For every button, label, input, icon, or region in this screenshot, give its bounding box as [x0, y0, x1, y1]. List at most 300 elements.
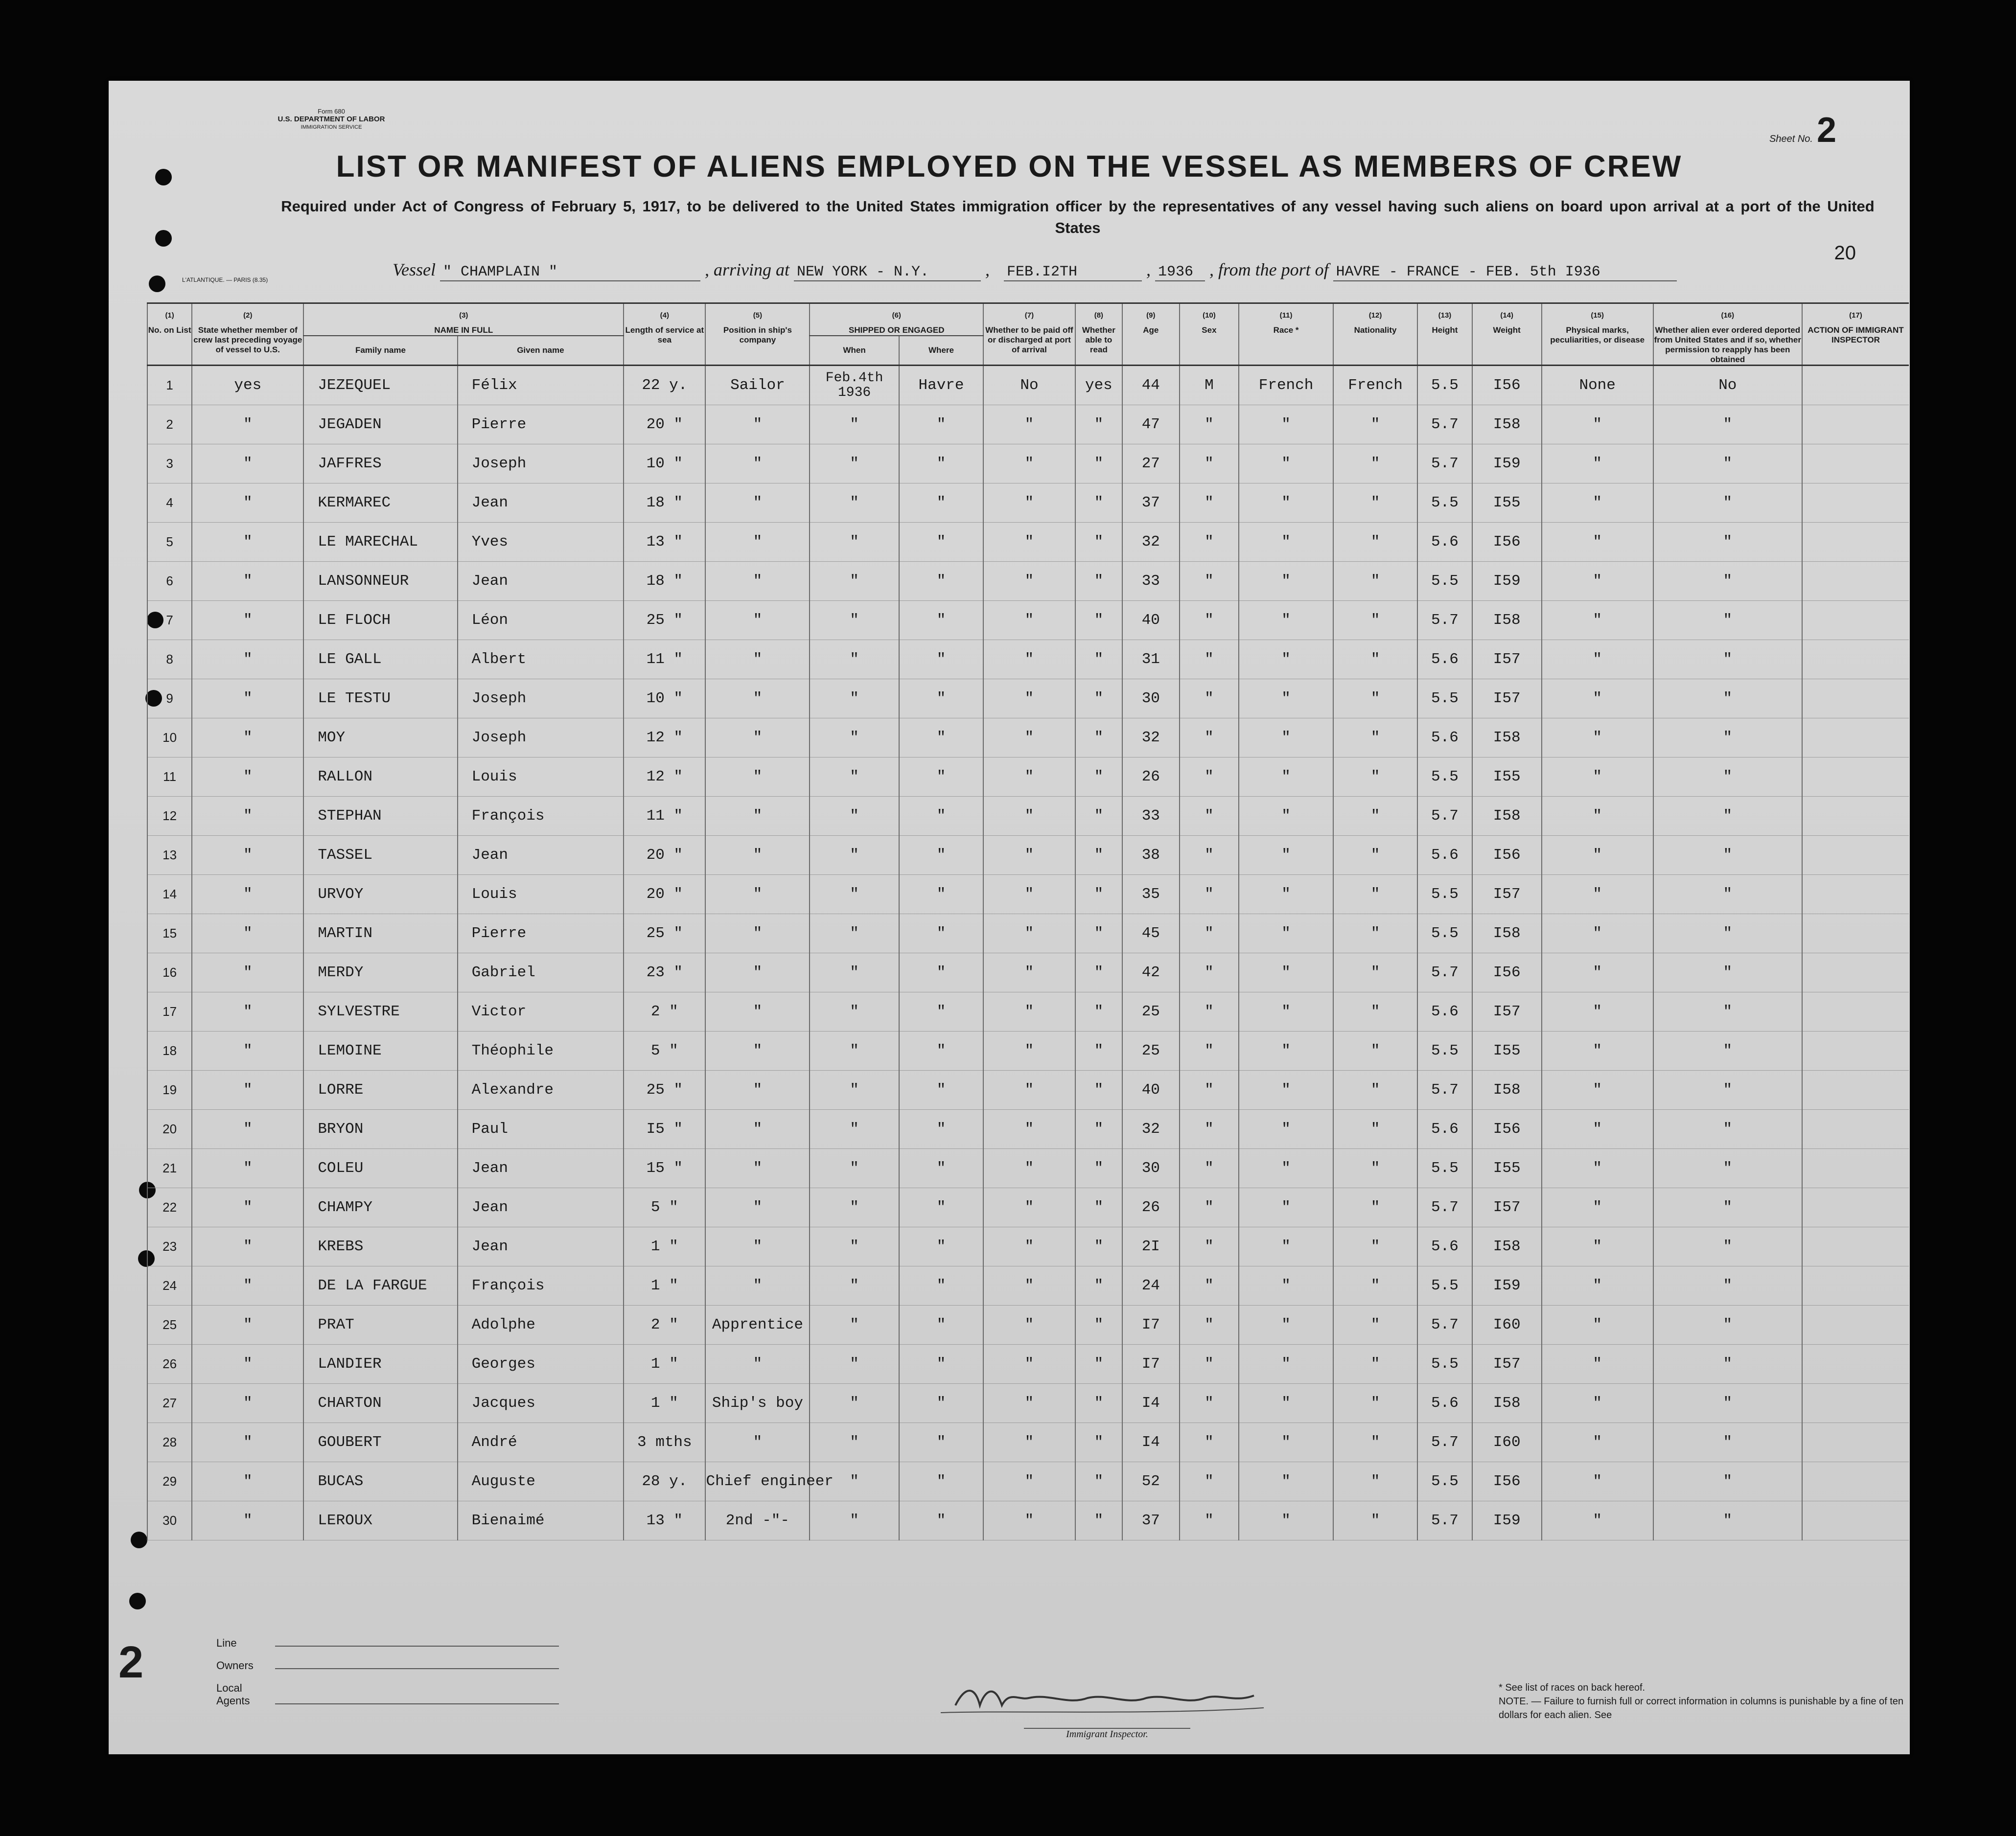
physical-marks-cell: " [1542, 1032, 1653, 1071]
able-to-read-cell: " [1075, 1423, 1122, 1462]
service-length-cell: 1 " [624, 1384, 705, 1423]
nationality-cell: " [1333, 1306, 1417, 1345]
able-to-read-cell: " [1075, 483, 1122, 523]
physical-marks-cell: " [1542, 1345, 1653, 1384]
manifest-sheet [109, 81, 1910, 1754]
given-name-cell: Jean [458, 562, 624, 601]
row-number-cell: 27 [147, 1384, 192, 1423]
deported-status-cell: " [1653, 562, 1802, 601]
table-row [147, 483, 1909, 523]
family-name-cell: LE GALL [303, 640, 457, 679]
deported-status-cell: " [1653, 523, 1802, 562]
nationality-cell: " [1333, 1501, 1417, 1540]
service-length-cell: 20 " [624, 836, 705, 875]
inspector-action-cell [1802, 679, 1909, 718]
age-cell: I4 [1122, 1384, 1180, 1423]
shipped-where-cell: " [899, 1384, 983, 1423]
age-cell: 35 [1122, 875, 1180, 914]
age-cell: 37 [1122, 483, 1180, 523]
weight-cell: I58 [1472, 1384, 1542, 1423]
able-to-read-cell: " [1075, 1032, 1122, 1071]
sex-cell: " [1180, 718, 1239, 757]
row-number-cell: 22 [147, 1188, 192, 1227]
inspector-signature-block [862, 1671, 1352, 1740]
row-number-cell: 3 [147, 444, 192, 483]
row-number-cell: 20 [147, 1110, 192, 1149]
punch-hole [129, 1593, 146, 1609]
crew-status-cell: yes [192, 366, 303, 405]
nationality-cell: " [1333, 914, 1417, 953]
given-name-cell: Louis [458, 875, 624, 914]
able-to-read-cell: " [1075, 836, 1122, 875]
shipped-where-cell: " [899, 914, 983, 953]
given-name-cell: Albert [458, 640, 624, 679]
shipped-when-cell: " [810, 405, 899, 444]
sex-cell: " [1180, 1423, 1239, 1462]
paid-off-cell: " [983, 601, 1075, 640]
table-row [147, 1384, 1909, 1423]
given-name-cell: Jean [458, 1188, 624, 1227]
shipped-where-cell: " [899, 875, 983, 914]
family-name-cell: LEMOINE [303, 1032, 457, 1071]
crew-status-cell: " [192, 1306, 303, 1345]
sex-cell: M [1180, 366, 1239, 405]
sex-cell: " [1180, 1501, 1239, 1540]
given-name-cell: André [458, 1423, 624, 1462]
age-cell: 26 [1122, 757, 1180, 797]
able-to-read-cell: " [1075, 1501, 1122, 1540]
nationality-cell: " [1333, 1227, 1417, 1266]
col-shipped-header: (6) SHIPPED OR ENGAGED [810, 303, 983, 336]
table-row [147, 640, 1909, 679]
paid-off-cell: " [983, 562, 1075, 601]
race-cell: " [1239, 757, 1333, 797]
nationality-cell: " [1333, 562, 1417, 601]
sex-cell: " [1180, 1188, 1239, 1227]
shipped-when-cell: " [810, 836, 899, 875]
weight-cell: I58 [1472, 1227, 1542, 1266]
deported-status-cell: " [1653, 1501, 1802, 1540]
paid-off-cell: " [983, 1306, 1075, 1345]
physical-marks-cell: " [1542, 875, 1653, 914]
family-name-cell: COLEU [303, 1149, 457, 1188]
given-name-cell: Jacques [458, 1384, 624, 1423]
sex-cell: " [1180, 1306, 1239, 1345]
given-name-cell: Joseph [458, 718, 624, 757]
shipped-where-cell: " [899, 483, 983, 523]
shipped-when-cell: " [810, 1306, 899, 1345]
age-cell: I7 [1122, 1345, 1180, 1384]
crew-status-cell: " [192, 601, 303, 640]
col-action-header: (17) ACTION OF IMMIGRANT INSPECTOR [1802, 303, 1909, 366]
race-cell: " [1239, 444, 1333, 483]
race-cell: " [1239, 562, 1333, 601]
weight-cell: I57 [1472, 875, 1542, 914]
table-row [147, 1501, 1909, 1540]
crew-status-cell: " [192, 444, 303, 483]
physical-marks-cell: " [1542, 836, 1653, 875]
height-cell: 5.7 [1417, 1423, 1472, 1462]
age-cell: 27 [1122, 444, 1180, 483]
nationality-cell: " [1333, 405, 1417, 444]
row-number-cell: 1 [147, 366, 192, 405]
nationality-cell: " [1333, 1423, 1417, 1462]
crew-status-cell: " [192, 523, 303, 562]
deported-status-cell: " [1653, 483, 1802, 523]
race-cell: " [1239, 1501, 1333, 1540]
row-number-cell: 30 [147, 1501, 192, 1540]
race-cell: " [1239, 1032, 1333, 1071]
shipped-when-cell: " [810, 1423, 899, 1462]
family-name-cell: LE FLOCH [303, 601, 457, 640]
sex-cell: " [1180, 1071, 1239, 1110]
service-length-cell: 15 " [624, 1149, 705, 1188]
shipped-when-cell: " [810, 444, 899, 483]
age-cell: 33 [1122, 562, 1180, 601]
crew-status-cell: " [192, 836, 303, 875]
race-cell: " [1239, 992, 1333, 1032]
table-row [147, 1345, 1909, 1384]
shipped-where-cell: " [899, 562, 983, 601]
weight-cell: I56 [1472, 366, 1542, 405]
table-row [147, 836, 1909, 875]
table-row [147, 1149, 1909, 1188]
shipped-where-cell: " [899, 757, 983, 797]
given-name-cell: Adolphe [458, 1306, 624, 1345]
col-height-header: (13) Height [1417, 303, 1472, 366]
service-length-cell: 23 " [624, 953, 705, 992]
physical-marks-cell: " [1542, 1423, 1653, 1462]
row-number-cell: 18 [147, 1032, 192, 1071]
inspector-action-cell [1802, 1501, 1909, 1540]
ship-position-cell: Apprentice [705, 1306, 810, 1345]
page-title: LIST OR MANIFEST OF ALIENS EMPLOYED ON THE VESSEL AS MEMBERS OF CREW [336, 150, 1683, 184]
ship-position-cell: " [705, 718, 810, 757]
ship-position-cell: " [705, 523, 810, 562]
paid-off-cell: " [983, 1188, 1075, 1227]
family-name-cell: STEPHAN [303, 797, 457, 836]
service-length-cell: 11 " [624, 797, 705, 836]
sex-cell: " [1180, 679, 1239, 718]
height-cell: 5.5 [1417, 679, 1472, 718]
row-number-cell: 8 [147, 640, 192, 679]
deported-status-cell: " [1653, 1227, 1802, 1266]
ship-position-cell: " [705, 836, 810, 875]
weight-cell: I56 [1472, 523, 1542, 562]
weight-cell: I56 [1472, 1110, 1542, 1149]
deported-status-cell: " [1653, 757, 1802, 797]
crew-status-cell: " [192, 1188, 303, 1227]
deported-status-cell: " [1653, 953, 1802, 992]
age-cell: 32 [1122, 718, 1180, 757]
height-cell: 5.7 [1417, 1306, 1472, 1345]
race-cell: " [1239, 640, 1333, 679]
height-cell: 5.5 [1417, 1149, 1472, 1188]
given-name-cell: Léon [458, 601, 624, 640]
given-name-cell: Auguste [458, 1462, 624, 1501]
shipped-when-cell: " [810, 718, 899, 757]
physical-marks-cell: " [1542, 1306, 1653, 1345]
physical-marks-cell: " [1542, 640, 1653, 679]
height-cell: 5.6 [1417, 718, 1472, 757]
given-name-cell: François [458, 797, 624, 836]
physical-marks-cell: " [1542, 523, 1653, 562]
shipped-where-cell: " [899, 1345, 983, 1384]
shipped-when-cell: Feb.4th 1936 [810, 366, 899, 405]
height-cell: 5.5 [1417, 562, 1472, 601]
row-number-cell: 9 [147, 679, 192, 718]
shipped-when-cell: " [810, 1501, 899, 1540]
age-cell: 40 [1122, 601, 1180, 640]
shipped-where-cell: " [899, 797, 983, 836]
service-length-cell: 25 " [624, 914, 705, 953]
row-number-cell: 10 [147, 718, 192, 757]
physical-marks-cell: " [1542, 914, 1653, 953]
nationality-cell: " [1333, 1032, 1417, 1071]
able-to-read-cell: " [1075, 640, 1122, 679]
ship-position-cell: " [705, 562, 810, 601]
age-cell: 26 [1122, 1188, 1180, 1227]
sex-cell: " [1180, 405, 1239, 444]
sex-cell: " [1180, 601, 1239, 640]
shipped-when-cell: " [810, 992, 899, 1032]
nationality-cell: " [1333, 757, 1417, 797]
deported-status-cell: " [1653, 1149, 1802, 1188]
inspector-action-cell [1802, 1227, 1909, 1266]
able-to-read-cell: " [1075, 523, 1122, 562]
inspector-action-cell [1802, 1306, 1909, 1345]
crew-status-cell: " [192, 405, 303, 444]
given-name-cell: Joseph [458, 444, 624, 483]
given-name-cell: François [458, 1266, 624, 1306]
inspector-action-cell [1802, 366, 1909, 405]
family-name-cell: JAFFRES [303, 444, 457, 483]
table-row [147, 1423, 1909, 1462]
shipped-when-cell: " [810, 953, 899, 992]
punch-hole [131, 1532, 147, 1548]
inspector-action-cell [1802, 405, 1909, 444]
nationality-cell: " [1333, 1110, 1417, 1149]
inspector-action-cell [1802, 1266, 1909, 1306]
deported-status-cell: " [1653, 601, 1802, 640]
crew-status-cell: " [192, 483, 303, 523]
shipped-where-cell: " [899, 1149, 983, 1188]
row-number-cell: 29 [147, 1462, 192, 1501]
age-cell: I4 [1122, 1423, 1180, 1462]
able-to-read-cell: " [1075, 1149, 1122, 1188]
deported-status-cell: " [1653, 640, 1802, 679]
ship-position-cell: " [705, 444, 810, 483]
ship-position-cell: " [705, 405, 810, 444]
paid-off-cell: " [983, 718, 1075, 757]
table-row [147, 1227, 1909, 1266]
physical-marks-cell: None [1542, 366, 1653, 405]
given-name-cell: Joseph [458, 679, 624, 718]
row-number-cell: 21 [147, 1149, 192, 1188]
crew-status-cell: " [192, 1501, 303, 1540]
family-name-cell: MARTIN [303, 914, 457, 953]
weight-cell: I57 [1472, 679, 1542, 718]
weight-cell: I57 [1472, 1188, 1542, 1227]
form-number: Form 680 [318, 108, 345, 115]
shipped-where-cell: " [899, 1423, 983, 1462]
age-cell: 38 [1122, 836, 1180, 875]
deported-status-cell: No [1653, 366, 1802, 405]
given-name-cell: Gabriel [458, 953, 624, 992]
paid-off-cell: " [983, 679, 1075, 718]
height-cell: 5.7 [1417, 601, 1472, 640]
physical-marks-cell: " [1542, 562, 1653, 601]
from-port-label: , from the port of [1209, 260, 1329, 279]
col-name-header: (3) NAME IN FULL [303, 303, 624, 336]
voyage-line: Vessel " CHAMPLAIN " , arriving at NEW YORK - N.Y. , FEB.I2TH , 1936 , from the port of HAVRE - FRANCE - FEB. 5th I936 [393, 259, 1677, 281]
race-cell: " [1239, 1188, 1333, 1227]
able-to-read-cell: " [1075, 1462, 1122, 1501]
height-cell: 5.7 [1417, 444, 1472, 483]
shipped-where-cell: " [899, 1266, 983, 1306]
arrival-year: 1936 [1155, 264, 1205, 281]
family-name-cell: URVOY [303, 875, 457, 914]
folio-number: 20 [1834, 242, 1856, 264]
shipped-where-cell: " [899, 640, 983, 679]
nationality-cell: " [1333, 875, 1417, 914]
signature-image [862, 1671, 1352, 1725]
table-row [147, 523, 1909, 562]
height-cell: 5.5 [1417, 1032, 1472, 1071]
crew-table [147, 302, 1909, 1540]
age-cell: 47 [1122, 405, 1180, 444]
ship-position-cell: " [705, 1149, 810, 1188]
race-cell: " [1239, 1345, 1333, 1384]
able-to-read-cell: " [1075, 797, 1122, 836]
ship-position-cell: Sailor [705, 366, 810, 405]
race-cell: " [1239, 718, 1333, 757]
family-name-cell: LEROUX [303, 1501, 457, 1540]
agents-label: Local Agents [216, 1682, 250, 1707]
table-row [147, 1306, 1909, 1345]
race-cell: " [1239, 1306, 1333, 1345]
weight-cell: I59 [1472, 444, 1542, 483]
paid-off-cell: " [983, 914, 1075, 953]
shipped-when-cell: " [810, 1032, 899, 1071]
inspector-action-cell [1802, 1071, 1909, 1110]
given-name-cell: Jean [458, 1227, 624, 1266]
height-cell: 5.6 [1417, 1384, 1472, 1423]
deported-status-cell: " [1653, 797, 1802, 836]
table-row [147, 562, 1909, 601]
nationality-cell: " [1333, 1188, 1417, 1227]
given-name-cell: Pierre [458, 405, 624, 444]
agents-row [138, 1682, 559, 1707]
service-length-cell: 2 " [624, 992, 705, 1032]
family-name-cell: SYLVESTRE [303, 992, 457, 1032]
height-cell: 5.6 [1417, 836, 1472, 875]
age-cell: 32 [1122, 523, 1180, 562]
when-header: When [810, 336, 899, 366]
inspector-action-cell [1802, 562, 1909, 601]
service-length-cell: 13 " [624, 1501, 705, 1540]
shipped-when-cell: " [810, 1345, 899, 1384]
service-length-cell: 1 " [624, 1266, 705, 1306]
weight-cell: I55 [1472, 1032, 1542, 1071]
nationality-cell: " [1333, 1462, 1417, 1501]
ship-position-cell: " [705, 601, 810, 640]
deported-status-cell: " [1653, 1345, 1802, 1384]
race-cell: " [1239, 797, 1333, 836]
weight-cell: I57 [1472, 1345, 1542, 1384]
service-length-cell: 13 " [624, 523, 705, 562]
crew-status-cell: " [192, 679, 303, 718]
deported-status-cell: " [1653, 718, 1802, 757]
shipped-when-cell: " [810, 1188, 899, 1227]
height-cell: 5.6 [1417, 523, 1472, 562]
ship-position-cell: " [705, 757, 810, 797]
able-to-read-cell: " [1075, 757, 1122, 797]
shipped-when-cell: " [810, 914, 899, 953]
form-identifier [273, 108, 390, 131]
crew-status-cell: " [192, 914, 303, 953]
sex-cell: " [1180, 992, 1239, 1032]
shipped-where-cell: " [899, 444, 983, 483]
deported-status-cell: " [1653, 1384, 1802, 1423]
race-cell: " [1239, 405, 1333, 444]
physical-marks-cell: " [1542, 797, 1653, 836]
family-name-cell: CHARTON [303, 1384, 457, 1423]
able-to-read-cell: " [1075, 1345, 1122, 1384]
table-row [147, 875, 1909, 914]
shipped-where-cell: " [899, 1032, 983, 1071]
inspector-action-cell [1802, 836, 1909, 875]
race-cell: " [1239, 953, 1333, 992]
shipped-where-cell: " [899, 405, 983, 444]
shipped-where-cell: " [899, 679, 983, 718]
punch-hole [149, 275, 165, 292]
age-cell: 44 [1122, 366, 1180, 405]
deported-status-cell: " [1653, 1071, 1802, 1110]
inspector-action-cell [1802, 1423, 1909, 1462]
shipped-when-cell: " [810, 757, 899, 797]
age-cell: 25 [1122, 992, 1180, 1032]
crew-status-cell: " [192, 1032, 303, 1071]
race-cell: " [1239, 483, 1333, 523]
crew-rows [147, 366, 1909, 1540]
given-name-cell: Jean [458, 1149, 624, 1188]
able-to-read-cell: yes [1075, 366, 1122, 405]
family-name-cell: PRAT [303, 1306, 457, 1345]
inspector-action-cell [1802, 953, 1909, 992]
physical-marks-cell: " [1542, 1188, 1653, 1227]
inspector-action-cell [1802, 797, 1909, 836]
physical-marks-cell: " [1542, 718, 1653, 757]
able-to-read-cell: " [1075, 405, 1122, 444]
nationality-cell: " [1333, 992, 1417, 1032]
service-length-cell: 12 " [624, 757, 705, 797]
family-name-cell: JEGADEN [303, 405, 457, 444]
crew-status-cell: " [192, 797, 303, 836]
family-name-cell: BRYON [303, 1110, 457, 1149]
nationality-cell: " [1333, 718, 1417, 757]
weight-cell: I58 [1472, 1071, 1542, 1110]
shipped-where-cell: " [899, 1071, 983, 1110]
age-cell: 40 [1122, 1071, 1180, 1110]
service-length-cell: 18 " [624, 562, 705, 601]
row-number-cell: 2 [147, 405, 192, 444]
table-row [147, 953, 1909, 992]
given-name-cell: Victor [458, 992, 624, 1032]
ship-position-cell: " [705, 1188, 810, 1227]
footnotes [1499, 1681, 1929, 1722]
table-row [147, 914, 1909, 953]
